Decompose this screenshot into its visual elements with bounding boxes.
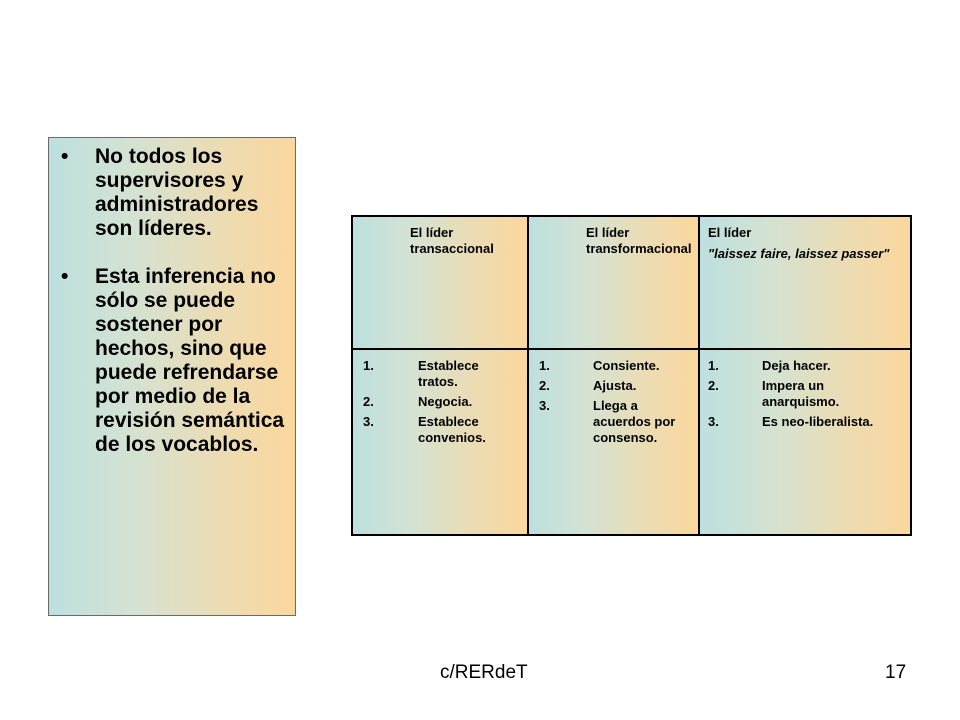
leadership-table [351, 215, 912, 536]
bullet-text: No todos los supervisores y administradores son líderes. [95, 145, 259, 240]
bullet-list [49, 145, 295, 481]
item-number: 1. [708, 358, 719, 373]
bullet-text: Esta inferencia no sólo se puede sostener por hechos, sino que puede refrendarse por medio de la revisión semántica de los vocablos. [95, 265, 285, 456]
item-text: Ajusta. [593, 378, 637, 393]
item-text: Establece convenios. [418, 414, 486, 445]
item-text: Impera un anarquismo. [762, 378, 840, 409]
item-text: Consiente. [593, 358, 660, 373]
header-text: El líder [708, 225, 752, 240]
body-cell-transformational [529, 350, 700, 534]
item-number: 3. [708, 414, 719, 429]
item-number: 1. [363, 358, 374, 373]
bullet-icon: • [61, 145, 69, 168]
bullet-item [49, 145, 295, 241]
item-text: Deja hacer. [762, 358, 831, 373]
bullet-item [49, 265, 295, 457]
header-cell-transformational [529, 217, 700, 350]
header-subtext: "laissez faire, laissez passer" [708, 246, 890, 261]
header-cell-transactional [353, 217, 529, 350]
page-number: 17 [885, 662, 907, 683]
item-text: Es neo-liberalista. [762, 414, 874, 429]
header-text: El líder transaccional [410, 225, 494, 256]
list-item [529, 398, 698, 446]
list-item [529, 378, 698, 394]
footer-author: c/RERdeT [440, 662, 528, 683]
item-number: 3. [363, 414, 374, 429]
list-item [353, 394, 527, 410]
header-text: El líder transformacional [586, 225, 692, 256]
bullet-icon: • [61, 265, 69, 288]
body-cell-laissez-faire [700, 350, 910, 534]
item-number: 3. [539, 398, 550, 413]
item-number: 2. [708, 378, 719, 393]
list-item [700, 378, 910, 410]
list-item [353, 358, 527, 390]
list-item [700, 358, 910, 374]
header-cell-laissez-faire [700, 217, 910, 350]
item-text: Negocia. [418, 394, 473, 409]
text-box [48, 137, 296, 616]
item-number: 2. [363, 394, 374, 409]
item-number: 2. [539, 378, 550, 393]
list-item [700, 414, 910, 430]
numbered-list [353, 358, 527, 450]
list-item [353, 414, 527, 446]
numbered-list [700, 358, 910, 434]
item-text: Establece tratos. [418, 358, 479, 389]
item-number: 1. [539, 358, 550, 373]
list-item [529, 358, 698, 374]
numbered-list [529, 358, 698, 450]
item-text: Llega a acuerdos por consenso. [593, 398, 676, 445]
body-cell-transactional [353, 350, 529, 534]
